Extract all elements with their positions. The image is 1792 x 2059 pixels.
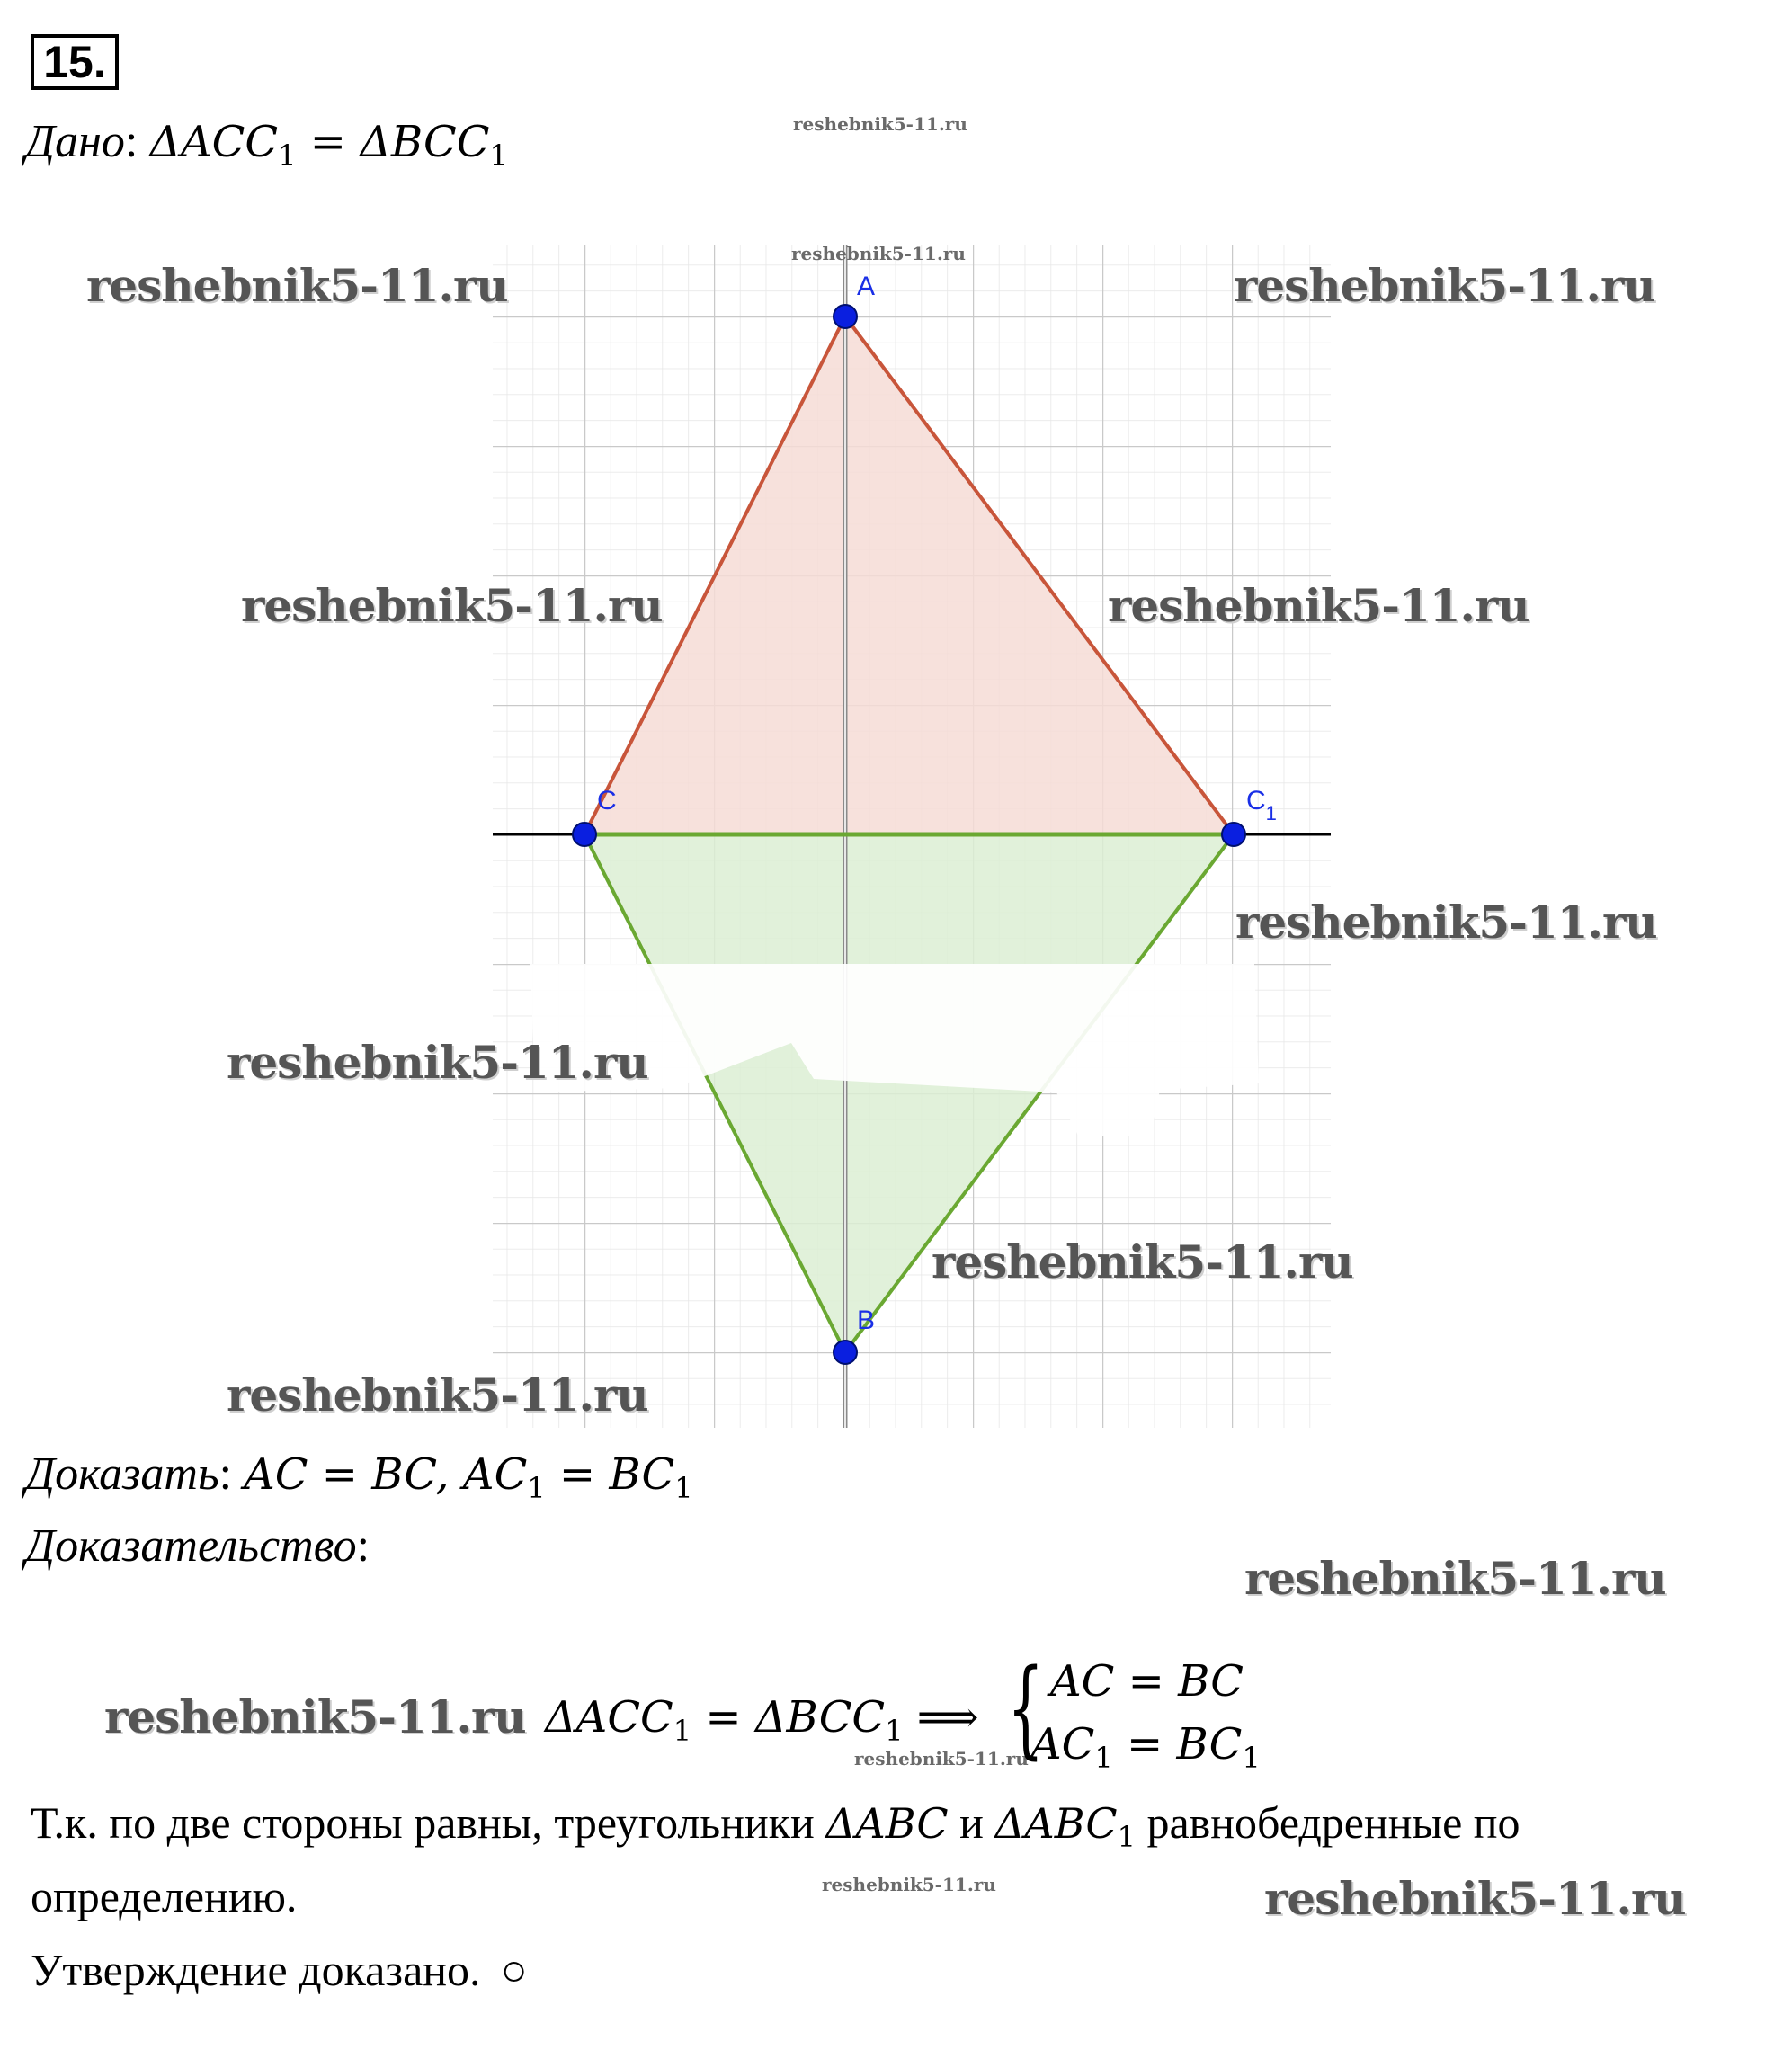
watermark: reshebnik5-11.ru (1264, 1872, 1686, 1925)
problem-number: 15. (31, 34, 119, 90)
watermark: reshebnik5-11.ru (854, 1748, 1029, 1769)
prove-statement: AC = BC, $AC_1 = BC_1$ (244, 1449, 693, 1505)
watermark: reshebnik5-11.ru (1244, 1552, 1666, 1605)
proof-heading: Доказательство: (25, 1520, 370, 1572)
end-mark: ○ (500, 1945, 528, 1995)
conclusion: Утверждение доказано. ○ (31, 1945, 528, 1995)
label-c: C (597, 786, 617, 816)
point-b (834, 1341, 857, 1364)
point-a (834, 305, 857, 328)
point-c (573, 823, 596, 846)
watermark: reshebnik5-11.ru (1108, 579, 1529, 632)
proof-label: Доказательство (25, 1520, 357, 1572)
watermark: reshebnik5-11.ru (1234, 259, 1655, 312)
watermark: reshebnik5-11.ru (227, 1036, 648, 1089)
label-c1: $C_1$ (1246, 786, 1277, 824)
given-statement: $\Delta ACC_1 = \Delta BCC_1$ (149, 117, 508, 173)
given-label: Дано (25, 116, 125, 167)
watermark: reshebnik5-11.ru (227, 1368, 648, 1422)
watermark: reshebnik5-11.ru (932, 1235, 1353, 1288)
watermark: reshebnik5-11.ru (822, 1874, 996, 1895)
prove-label: Доказать (25, 1448, 219, 1500)
label-a: A (857, 272, 876, 301)
watermark: reshebnik5-11.ru (1235, 896, 1657, 949)
watermark: reshebnik5-11.ru (241, 579, 663, 632)
proof-text-line-1: Т.к. по две стороны равны, треугольники ΔABC и $\Delta ABC_1$ равнобедренные по (31, 1797, 1520, 1854)
system-brace: { (1007, 1645, 1045, 1769)
watermark: reshebnik5-11.ru (791, 243, 966, 264)
system-line-2: $AC_1 = BC_1$ (1030, 1719, 1261, 1775)
point-c1 (1222, 823, 1245, 846)
prove-line: Доказать: AC = BC, $AC_1 = BC_1$ (25, 1448, 693, 1505)
watermark: reshebnik5-11.ru (104, 1690, 526, 1743)
watermark: reshebnik5-11.ru (793, 113, 967, 135)
system-line-1: AC = BC (1050, 1656, 1244, 1707)
proof-text-line-2: определению. (31, 1871, 298, 1921)
watermark: reshebnik5-11.ru (86, 259, 508, 312)
proof-implication: $\Delta ACC_1 = \Delta BCC_1$ ⟹ (545, 1692, 979, 1748)
label-b: B (857, 1306, 876, 1335)
given-line: Дано: $\Delta ACC_1 = \Delta BCC_1$ (25, 116, 508, 173)
